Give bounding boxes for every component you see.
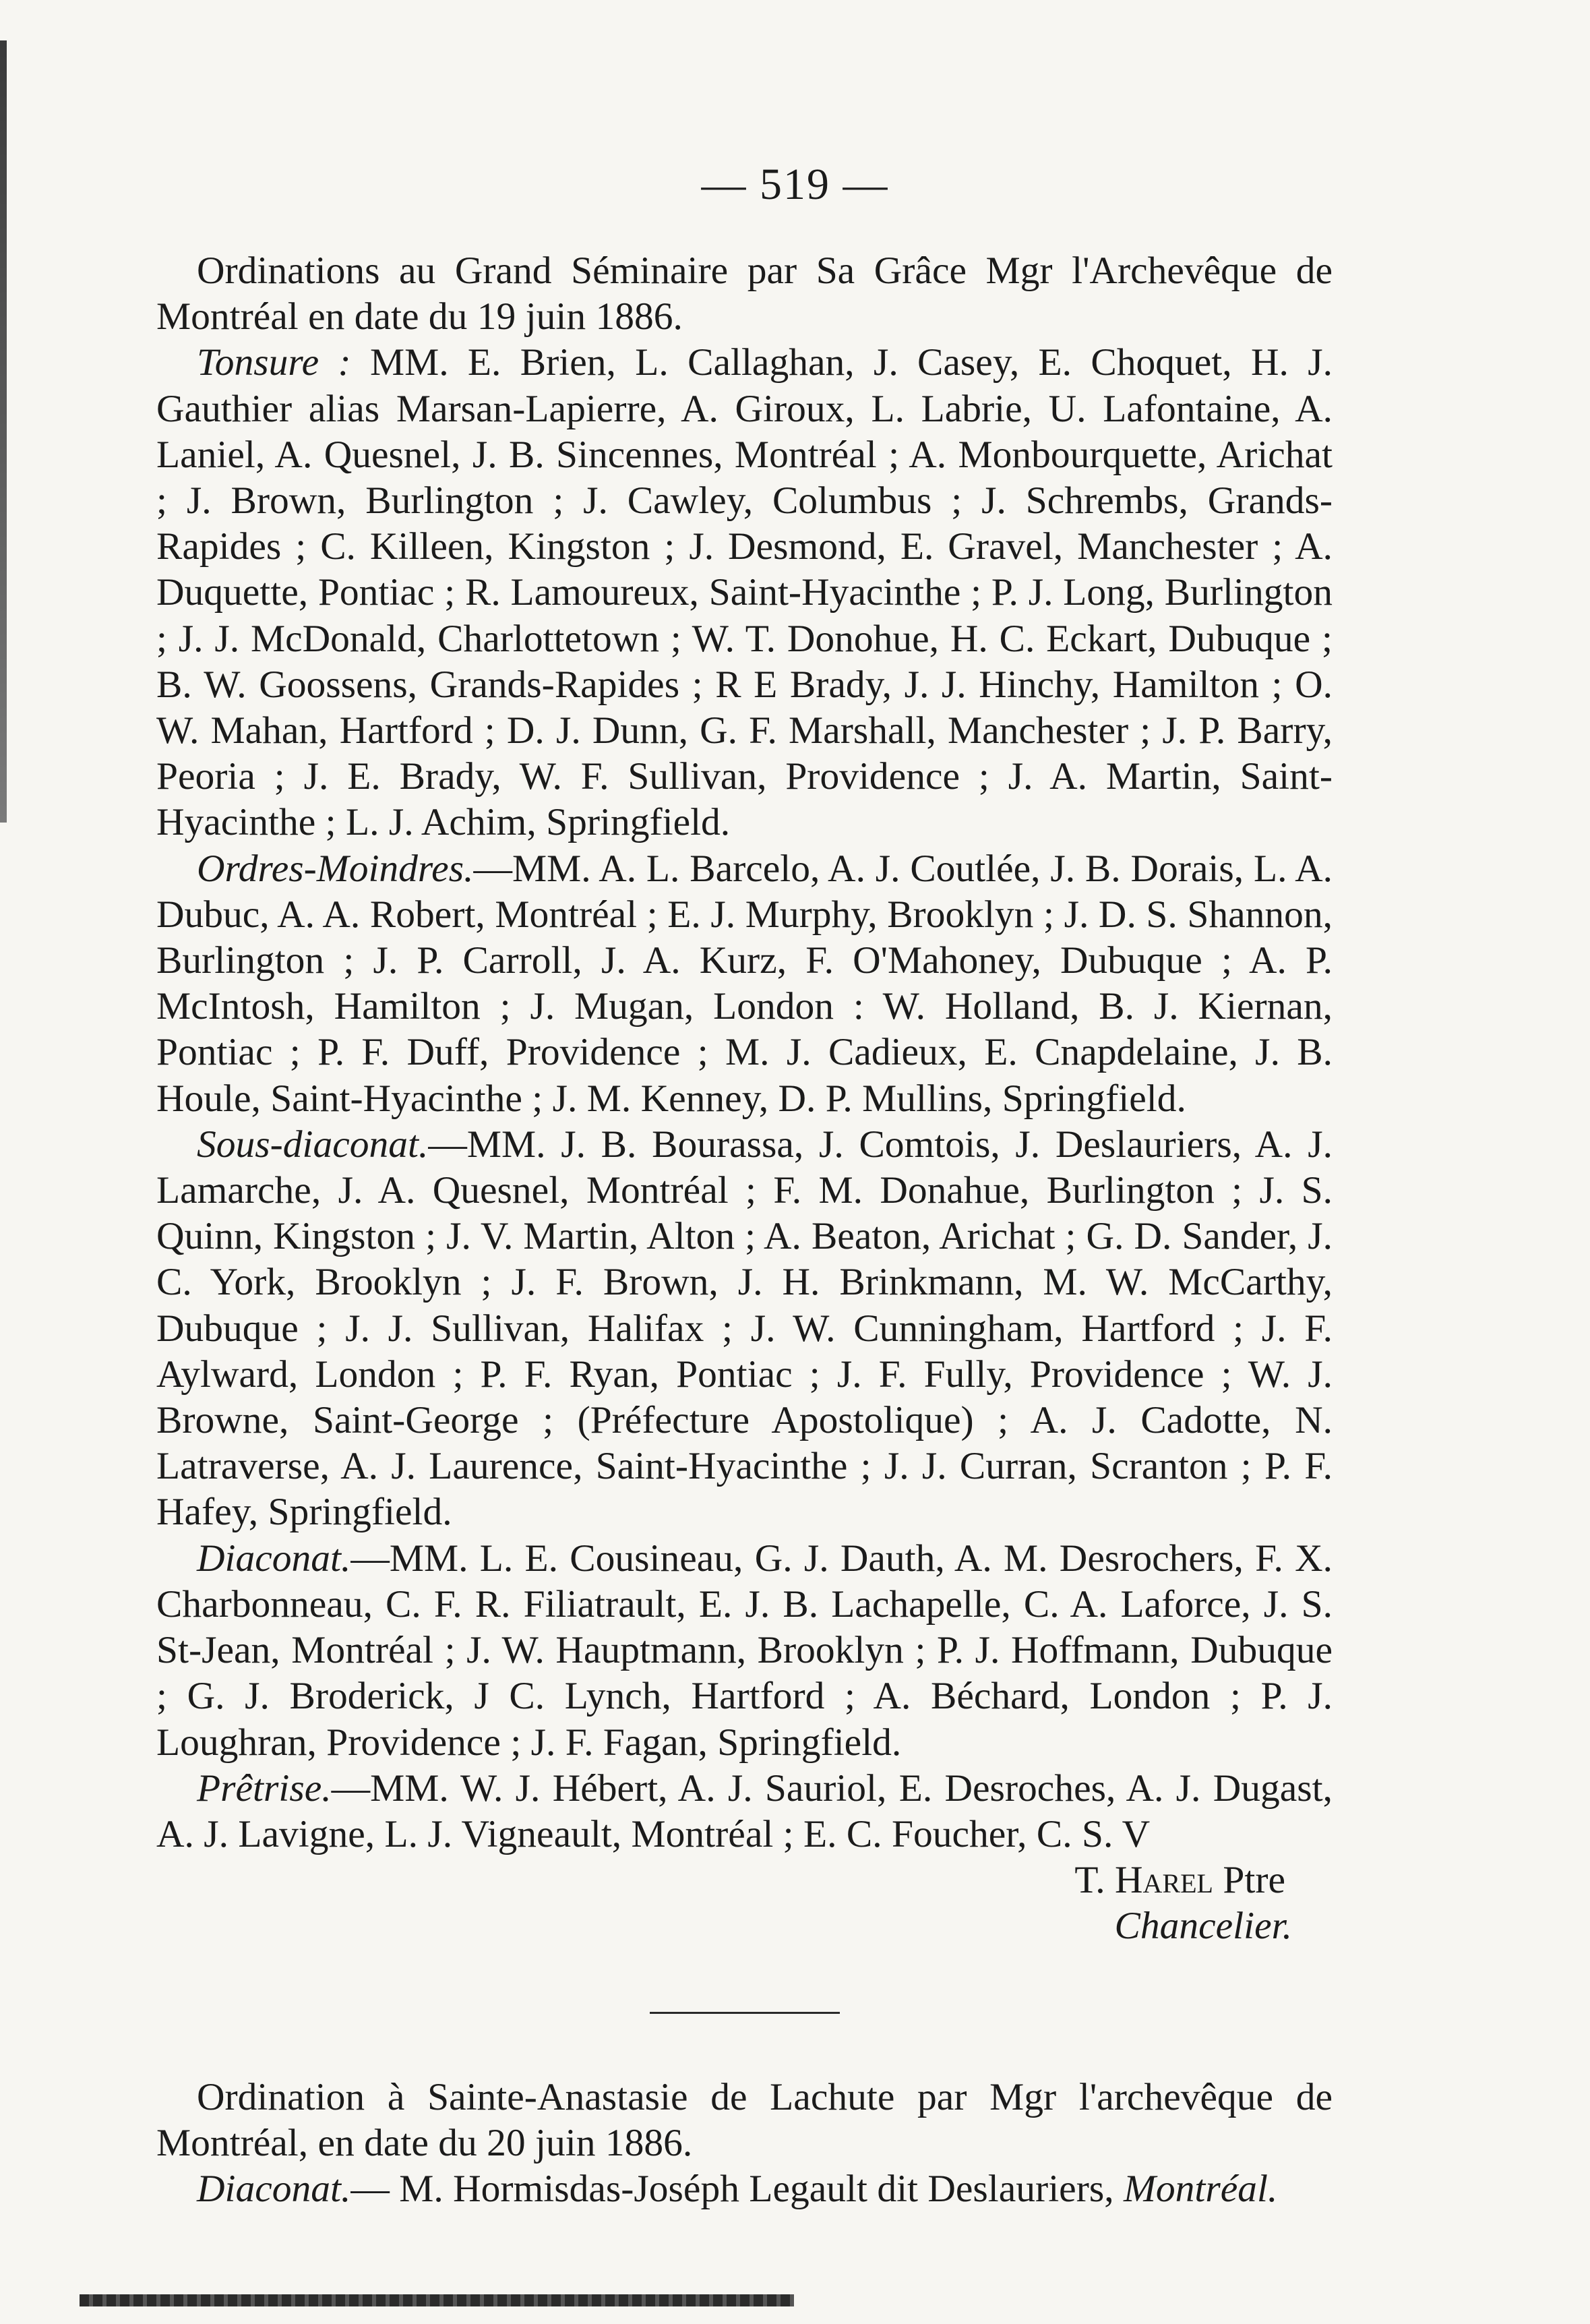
- text-diaconat: —MM. L. E. Cousineau, G. J. Dauth, A. M. Desrochers, F. X. Charbonneau, C. F. R. Filiatrault, E. J. B. Lachapelle, C. A. Laforce, J. S. St-Jean, Montréal ; J. W. Hauptmann, Brooklyn ; P. J. Hoffmann, Dubuque ; G. J. Broderick, J C. Lynch, Hartford ; A. Béchard, London ; P. J. Loughran, Providence ; J. F. Fagan, Springfield.: [156, 1537, 1333, 1764]
- signature-initial: T.: [1074, 1859, 1105, 1902]
- label-pretrise: Prêtrise.: [197, 1766, 332, 1810]
- label-diaconat: Diaconat.: [197, 1537, 351, 1580]
- section-divider: [650, 2012, 840, 2014]
- label-sous-diaconat: Sous-diaconat.: [197, 1123, 429, 1166]
- text-pretrise: —MM. W. J. Hébert, A. J. Sauriol, E. Desroches, A. J. Dugast, A. J. Lavigne, L. J. Vigneault, Montréal ; E. C. Foucher, C. S. V: [156, 1766, 1333, 1855]
- scan-edge-bottom: [80, 2294, 794, 2306]
- label-ordres-moindres: Ordres-Moindres.: [197, 847, 474, 890]
- text-diaconat-lachute: — M. Hormisdas-Joséph Legault dit Deslauriers,: [350, 2167, 1114, 2210]
- text-sous-diaconat: —MM. J. B. Bourassa, J. Comtois, J. Deslauriers, A. J. Lamarche, J. A. Quesnel, Montréal ; F. M. Donahue, Burlington ; J. S. Quinn, Kingston ; J. V. Martin, Alton ; A. Beaton, Arichat ; G. D. Sander, J. C. York, Brooklyn ; J. F. Brown, J. H. Brinkmann, M. W. McCarthy, Dubuque ; J. J. Sullivan, Halifax ; J. W. Cunningham, Hartford ; J. F. Aylward, London ; P. F. Ryan, Pontiac ; J. F. Fully, Providence ; W. J. Browne, Saint-George ; (Préfecture Apostolique) ; A. J. Cadotte, N. Latraverse, A. J. Laurence, Saint-Hyacinthe ; J. J. Curran, Scranton ; P. F. Hafey, Springfield.: [156, 1123, 1333, 1534]
- paragraph-ordres-moindres: [156, 846, 1333, 1122]
- label-diaconat-lachute: Diaconat.: [197, 2167, 351, 2210]
- scan-edge-left: [0, 40, 7, 823]
- place-diaconat-lachute: Montréal.: [1123, 2167, 1278, 2210]
- paragraph-diaconat-lachute: [156, 2166, 1333, 2212]
- paragraph-sous-diaconat: [156, 1122, 1333, 1536]
- section-heading-lachute: Ordination à Sainte-Anastasie de Lachute par Mgr l'archevêque de Montréal, en date du 20 juin 1886.: [156, 2075, 1333, 2164]
- paragraph-tonsure: [156, 340, 1333, 845]
- signature-name: [156, 1857, 1333, 1903]
- section-heading: Ordinations au Grand Séminaire par Sa Grâce Mgr l'Archevêque de Montréal en date du 19 juin 1886.: [156, 249, 1333, 338]
- signature-suffix: Ptre: [1223, 1859, 1285, 1902]
- text-ordres-moindres: —MM. A. L. Barcelo, A. J. Coutlée, J. B. Dorais, L. A. Dubuc, A. A. Robert, Montréal ; E. J. Murphy, Brooklyn ; J. D. S. Shannon, Burlington ; J. P. Carroll, J. A. Kurz, F. O'Mahoney, Dubuque ; A. P. McIntosh, Hamilton ; J. Mugan, London : W. Holland, B. J. Kiernan, Pontiac ; P. F. Duff, Providence ; M. J. Cadieux, E. Cnapdelaine, J. B. Houle, Saint-Hyacinthe ; J. M. Kenney, D. P. Mullins, Springfield.: [156, 847, 1333, 1120]
- page-number: — 519 —: [701, 160, 889, 209]
- signature-surname: Harel: [1115, 1859, 1213, 1902]
- signature-title: Chancelier.: [1114, 1905, 1292, 1948]
- ordination-lachute-section: [156, 2075, 1333, 2213]
- text-tonsure: MM. E. Brien, L. Callaghan, J. Casey, E. Choquet, H. J. Gauthier alias Marsan-Lapierre, A. Giroux, L. Labrie, U. Lafontaine, A. Laniel, A. Quesnel, J. B. Sincennes, Montréal ; A. Monbourquette, Arichat ; J. Brown, Burlington ; J. Cawley, Columbus ; J. Schrembs, Grands-Rapides ; C. Killeen, Kingston ; J. Desmond, E. Gravel, Manchester ; A. Duquette, Pontiac ; R. Lamoureux, Saint-Hyacinthe ; P. J. Long, Burlington ; J. J. McDonald, Charlottetown ; W. T. Donohue, H. C. Eckart, Dubuque ; B. W. Goossens, Grands-Rapides ; R E Brady, J. J. Hinchy, Hamilton ; O. W. Mahan, Hartford ; D. J. Dunn, G. F. Marshall, Manchester ; J. P. Barry, Peoria ; J. E. Brady, W. F. Sullivan, Providence ; J. A. Martin, Saint-Hyacinthe ; L. J. Achim, Springfield.: [156, 341, 1333, 844]
- ordinations-seminaire-section: [156, 248, 1333, 2212]
- paragraph-diaconat: [156, 1536, 1333, 1766]
- paragraph-pretrise: [156, 1766, 1333, 1857]
- label-tonsure: Tonsure :: [197, 341, 351, 384]
